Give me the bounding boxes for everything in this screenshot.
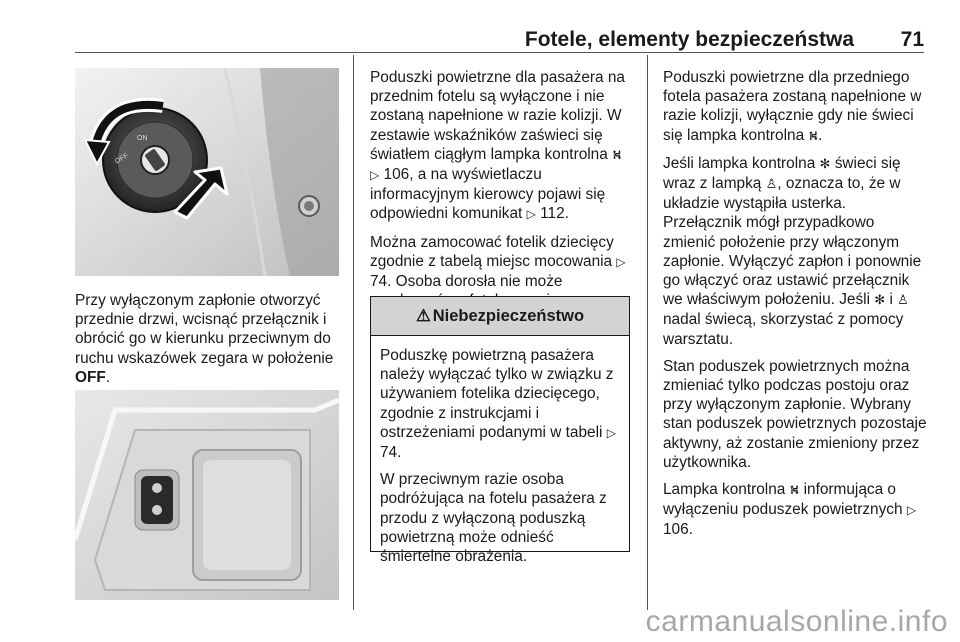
column-divider-2 xyxy=(647,55,648,610)
switch-label-on: ON xyxy=(137,135,148,142)
airbag-key-switch-illustration xyxy=(75,68,339,276)
watermark-link[interactable]: carmanualsonline.info xyxy=(645,605,948,638)
col3-paragraph-2: Jeśli lampka kontrolna ✻ świeci się wraz z lampką ♙, oznacza to, że w układzie wystąpiła usterka. Przełącznik mógł przypadkowo zmienić położenie przy włączonym zapłonie. Wyłączyć zapłon i ponownie go włączyć oraz ustawić przełącznik we właściwym położeniu. Jeśli ✻ i ♙ nadal świecą, skorzystać z pomocy warsztatu. xyxy=(663,154,922,348)
airbag-off-indicator-icon: ⛕ xyxy=(612,147,622,163)
warning-triangle-icon: ⚠ xyxy=(415,307,431,325)
cross-reference-icon: ▷ xyxy=(606,425,616,440)
page-number: 71 xyxy=(900,28,924,51)
page-title: Fotele, elementy bezpieczeństwa xyxy=(524,28,854,51)
col3-paragraph-3: Stan poduszek powietrznych można zmieniać tylko podczas postoju oraz przy wyłączonym zapłonie. Wybrany stan poduszek powietrznych pozostaje aktywny, aż zostanie zmieniony przez użytkownika. xyxy=(663,357,927,471)
warning-paragraph-2: W przeciwnym razie osoba podróżująca na fotelu pasażera z przodu z wyłączoną poduszką powietrzną może odnieść śmiertelne obrażenia. xyxy=(380,471,607,566)
dashboard-indicator-figure xyxy=(75,390,339,600)
airbag-off-indicator-icon: ⛕ xyxy=(808,128,819,144)
dashboard-airbag-indicator-illustration xyxy=(75,390,339,600)
airbag-indicator-icon: ♙ xyxy=(765,177,778,193)
col3-paragraph-4: Lampka kontrolna ⛕ informująca o wyłączeniu poduszek powietrznych ▷ 106. xyxy=(663,481,917,539)
column-3 xyxy=(663,68,927,548)
col2-paragraph-1: Poduszki powietrzne dla pasażera na przednim fotelu są wyłączone i nie zostaną napełnione w razie kolizji. W zestawie wskaźników zaświeci się światłem ciągłym lampka kontrolna ⛕ ▷ 106, a na wyświetlaczu informacyjnym kierowcy pojawi się odpowiedni komunikat ▷ 112. xyxy=(370,68,632,225)
airbag-indicator-icon: ♙ xyxy=(897,293,909,309)
airbag-warning-indicator-icon: ✻ xyxy=(874,293,886,309)
airbag-off-indicator-icon: ⛕ xyxy=(789,483,800,499)
danger-warning-box xyxy=(370,296,630,566)
switch-label-off: OFF xyxy=(114,152,130,166)
col2-paragraph-2: Można zamocować fotelik dziecięcy zgodnie z tabelą miejsc mocowania ▷ 74. Osoba dorosła nie może xyxy=(370,233,626,291)
cross-reference-icon: ▷ xyxy=(370,168,380,183)
header-rule xyxy=(75,52,924,53)
cross-reference-icon: ▷ xyxy=(526,207,536,222)
cross-reference-icon: ▷ xyxy=(906,503,917,518)
cross-reference-icon: ▷ xyxy=(616,254,626,269)
warning-body xyxy=(371,336,629,566)
warning-header xyxy=(371,297,629,336)
page-header xyxy=(75,24,924,52)
airbag-key-switch-figure xyxy=(75,68,339,276)
warning-paragraph-1: Poduszkę powietrzną pasażera należy wyłączać tylko w związku z używaniem fotelika dziecięcego, zgodnie z instrukcjami i ostrzeżeniami podanymi w tabeli ▷ 74. xyxy=(380,347,616,462)
col1-paragraph-1: Przy wyłączonym zapłonie otworzyć przednie drzwi, wcisnąć przełącznik i obrócić go w kierunku przeciwnym do ruchu wskazówek zegara w położenie OFF. xyxy=(75,292,334,386)
airbag-warning-indicator-icon: ✻ xyxy=(819,156,831,172)
col3-paragraph-1: Poduszki powietrzne dla przedniego fotela pasażera zostaną napełnione w razie kolizji, wyłącznie gdy nie świeci się lampka kontrolna ⛕. xyxy=(663,68,927,146)
column-divider-1 xyxy=(353,55,354,610)
column-2 xyxy=(370,68,632,318)
off-position-label: OFF xyxy=(75,368,106,386)
warning-title: Niebezpieczeństwo xyxy=(432,306,585,325)
column-1 xyxy=(75,291,343,395)
